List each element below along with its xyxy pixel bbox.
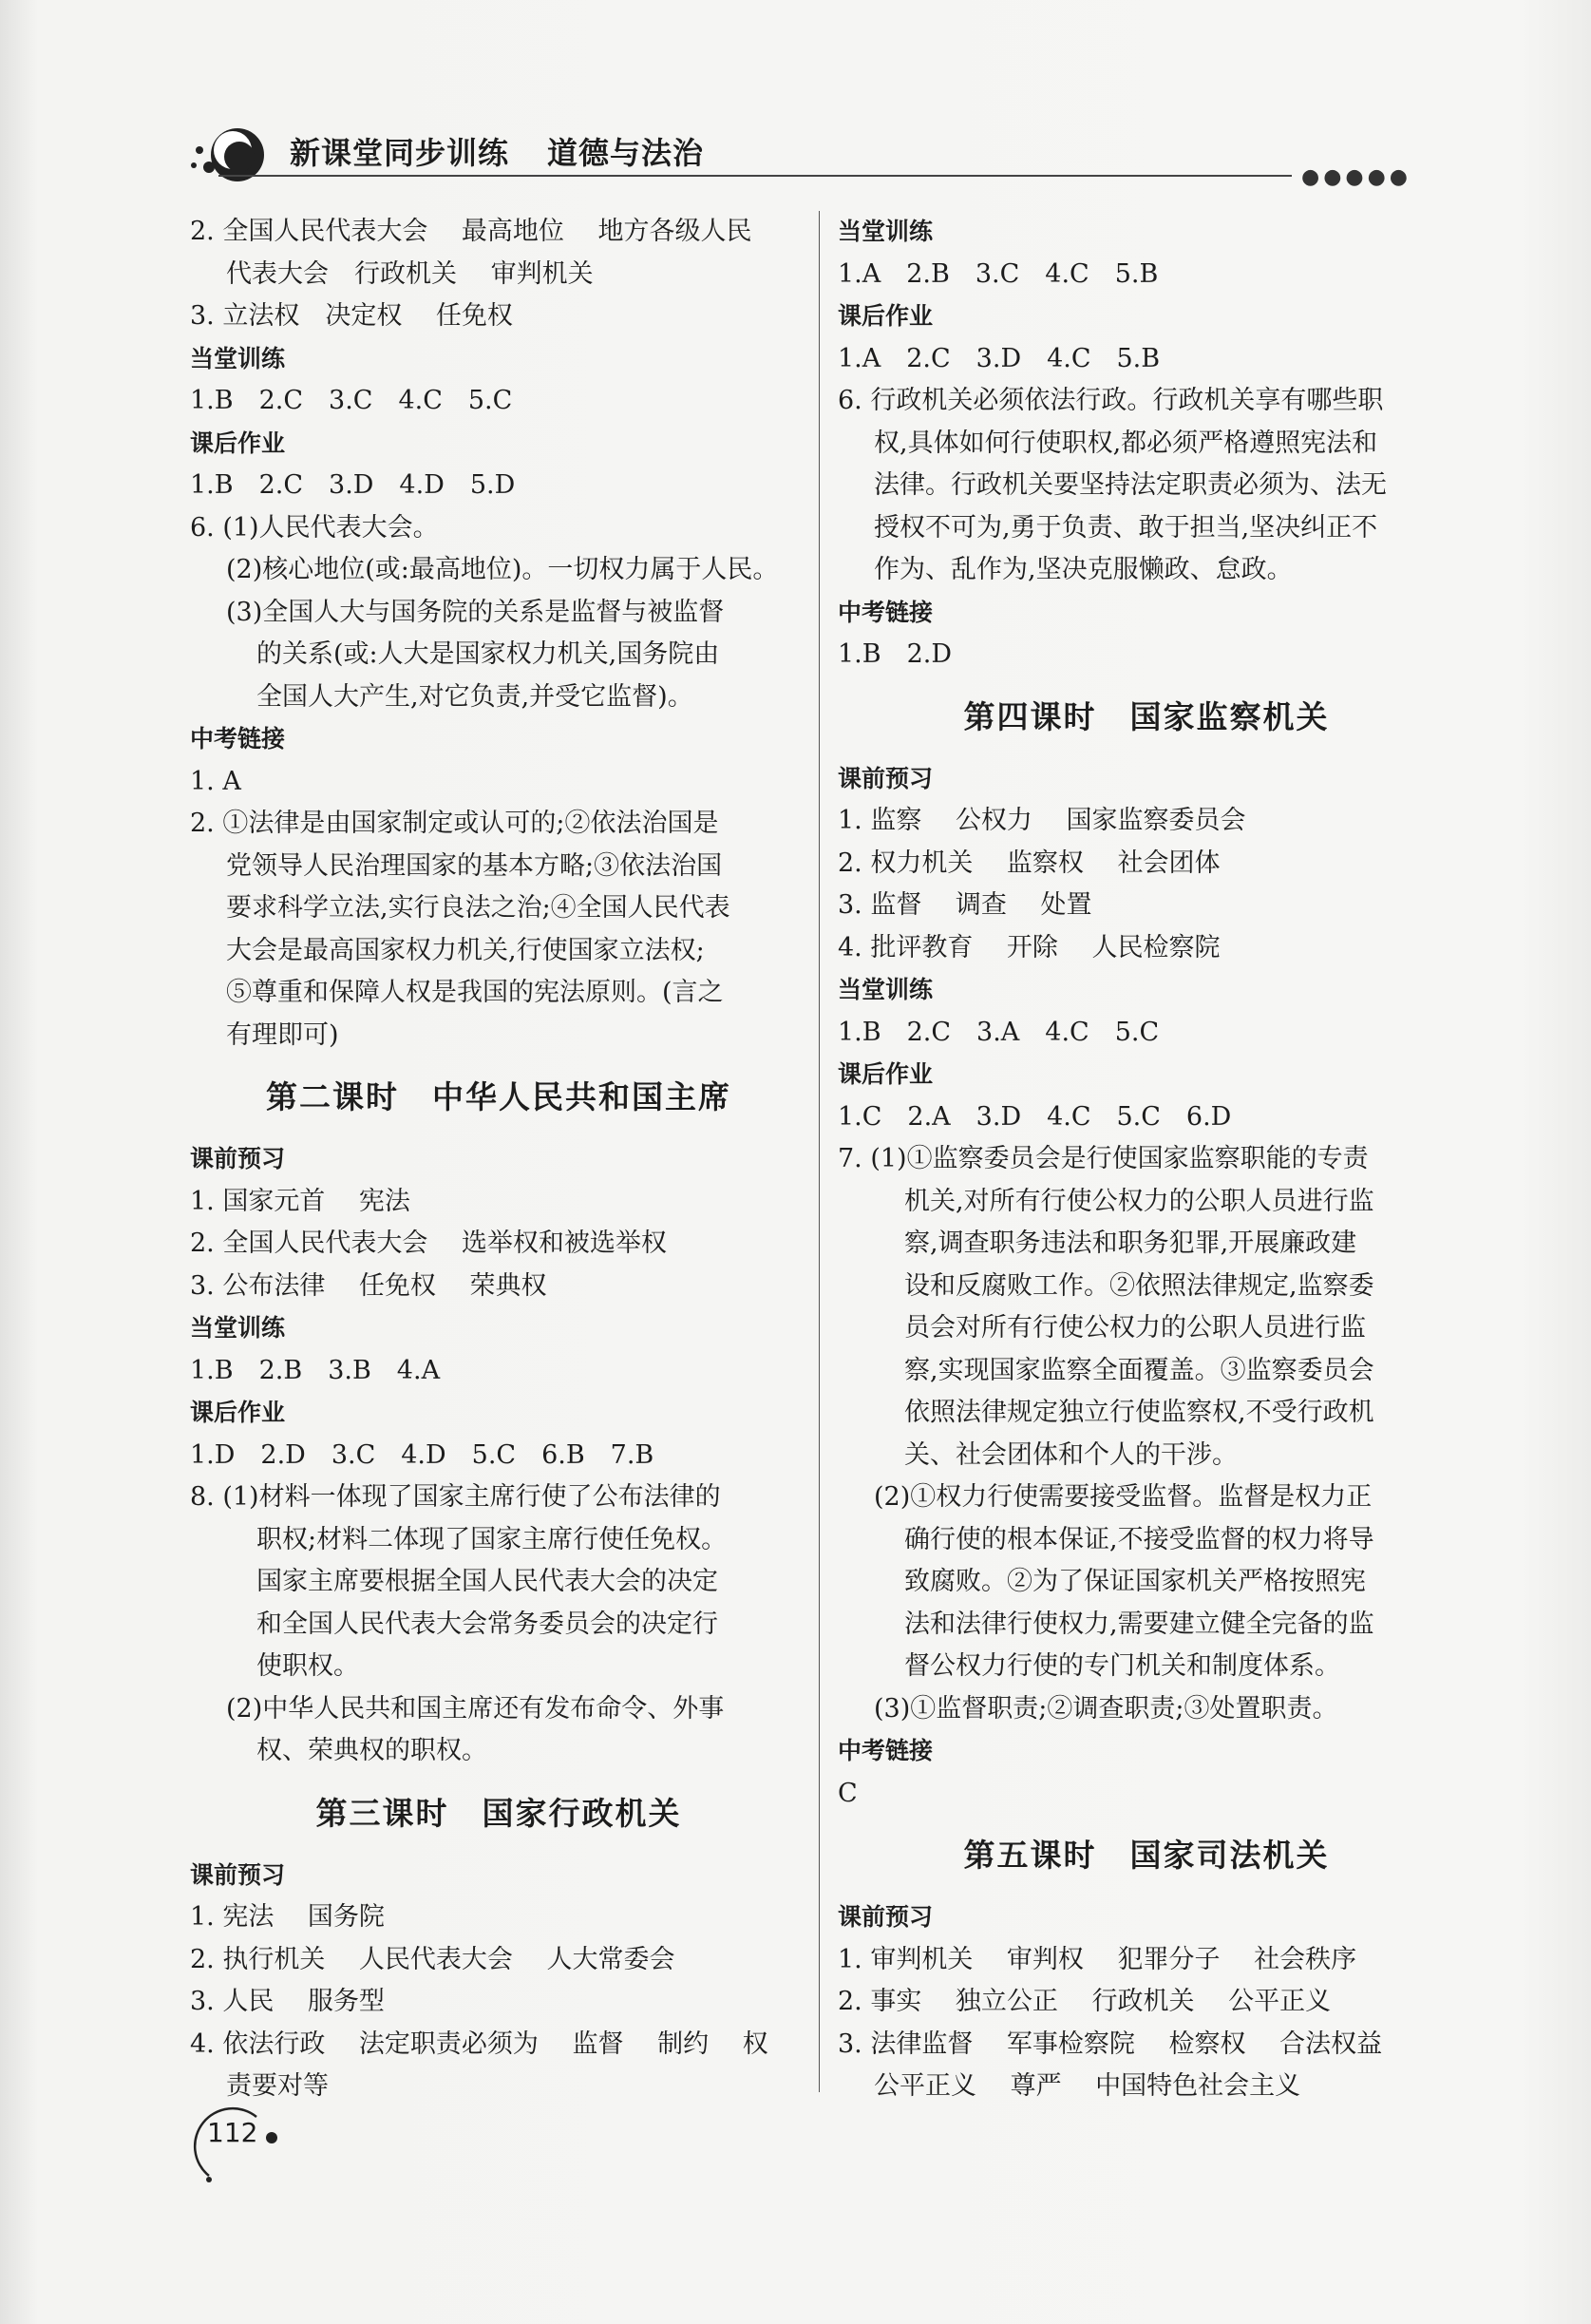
answer-line: 1.B 2.C 3.A 4.C 5.C [838, 1017, 1160, 1047]
answer-line: (3)①监督职责;②调查职责;③处置职责。 [874, 1693, 1338, 1724]
section-heading: 课前预习 [838, 1903, 934, 1931]
answer-line: 设和反腐败工作。②依照法律规定,监察委 [904, 1270, 1374, 1301]
answer-line: 关、社会团体和个人的干涉。 [904, 1439, 1238, 1470]
answer-line: C [838, 1778, 858, 1808]
section-heading: 中考链接 [190, 725, 286, 752]
answer-line: 作为、乱作为,坚决克服懒政、怠政。 [874, 555, 1293, 584]
answer-line: 责要对等 [226, 2071, 329, 2101]
answer-line: 公平正义 尊严 中国特色社会主义 [874, 2071, 1301, 2101]
section-heading: 课前预习 [190, 1145, 286, 1172]
answer-line: 1.A 2.C 3.D 4.C 5.B [838, 343, 1161, 373]
answer-line: 代表大会 行政机关 审判机关 [226, 258, 594, 289]
page-number: 112 [207, 2117, 258, 2148]
answer-line: 大会是最高国家权力机关,行使国家立法权; [226, 935, 705, 965]
section-heading: 课前预习 [838, 764, 934, 792]
answer-line: 3. 监督 调查 处置 [838, 890, 1092, 920]
answer-line: 督公权力行使的专门机关和制度体系。 [904, 1651, 1340, 1681]
answer-line: 2. 事实 独立公正 行政机关 公平正义 [838, 1987, 1332, 2016]
page-title [290, 129, 742, 173]
page-footer [180, 2100, 294, 2185]
answer-line: 法和法律行使权力,需要建立健全完备的监 [904, 1609, 1374, 1639]
answer-line: 1.B 2.B 3.B 4.A [190, 1355, 441, 1385]
answer-line: 3. 立法权 决定权 任免权 [190, 301, 513, 331]
answer-line: 察,实现国家监察全面覆盖。③监察委员会 [904, 1355, 1374, 1385]
header-dots-icon: ●●●●● [1301, 165, 1411, 189]
series-logo-icon [180, 122, 275, 188]
answer-line: 3. 法律监督 军事检察院 检察权 合法权益 [838, 2029, 1383, 2059]
lesson-title: 第四课时 国家监察机关 [963, 697, 1330, 735]
answer-line: 确行使的根本保证,不接受监督的权力将导 [904, 1524, 1374, 1554]
answer-line: 法律。行政机关要坚持法定职责必须为、法无 [874, 470, 1387, 500]
section-heading: 当堂训练 [838, 976, 934, 1003]
answer-line: 员会对所有行使公权力的公职人员进行监 [904, 1313, 1366, 1343]
section-heading: 课后作业 [838, 1060, 934, 1088]
answer-line: 4. 批评教育 开除 人民检察院 [838, 932, 1221, 962]
answer-line: 权,具体如何行使职权,都必须严格遵照宪法和 [874, 428, 1378, 458]
right-column [838, 211, 1455, 2108]
answer-line: 3. 公布法律 任免权 荣典权 [190, 1270, 547, 1301]
answer-line: 全国人大产生,对它负责,并受它监督)。 [256, 681, 693, 712]
answer-line: 使职权。 [256, 1651, 359, 1681]
answer-line: 2. 全国人民代表大会 选举权和被选举权 [190, 1229, 667, 1258]
answer-line: (3)全国人大与国务院的关系是监督与被监督 [226, 597, 725, 627]
section-heading: 课前预习 [190, 1860, 286, 1889]
lesson-title: 第二课时 中华人民共和国主席 [266, 1078, 731, 1115]
answer-line: 依照法律规定独立行使监察权,不受行政机 [904, 1398, 1374, 1427]
answer-line: 1.B 2.C 3.C 4.C 5.C [190, 386, 513, 415]
answer-line: 权、荣典权的职权。 [256, 1736, 487, 1765]
section-heading: 课后作业 [190, 429, 286, 457]
answer-line: 6. 行政机关必须依法行政。行政机关享有哪些职 [838, 386, 1384, 415]
answer-line: (2)核心地位(或:最高地位)。一切权力属于人民。 [226, 555, 779, 584]
answer-line: 国家主席要根据全国人民代表大会的决定 [256, 1567, 718, 1596]
answer-line: 致腐败。②为了保证国家机关严格按照宪 [904, 1567, 1366, 1596]
answer-line: 6. (1)人民代表大会。 [190, 512, 439, 543]
answer-line: 的关系(或:人大是国家权力机关,国务院由 [256, 639, 720, 669]
answer-line: (2)①权力行使需要接受监督。监督是权力正 [874, 1482, 1373, 1512]
lesson-title: 第三课时 国家行政机关 [315, 1794, 682, 1832]
answer-line: 授权不可为,勇于负责、敢于担当,坚决纠正不 [874, 512, 1378, 543]
answer-line: 1. 审判机关 审判权 犯罪分子 社会秩序 [838, 1944, 1357, 1974]
answer-line: 1. 国家元首 宪法 [190, 1186, 410, 1216]
page-header [180, 112, 1453, 217]
answer-line: 要求科学立法,实行良法之治;④全国人民代表 [226, 893, 730, 923]
answer-line: 职权;材料二体现了国家主席行使任免权。 [256, 1524, 728, 1554]
answer-line: 2. ①法律是由国家制定或认可的;②依法治国是 [190, 809, 719, 838]
answer-line: 1.D 2.D 3.C 4.D 5.C 6.B 7.B [190, 1439, 654, 1470]
series-name: 新课堂同步训练 [290, 135, 510, 171]
answer-line: 7. (1)①监察委员会是行使国家监察职能的专责 [838, 1144, 1369, 1173]
answer-line: 2. 执行机关 人民代表大会 人大常委会 [190, 1944, 675, 1974]
answer-line: 8. (1)材料一体现了国家主席行使了公布法律的 [190, 1482, 721, 1512]
answer-line: 1.B 2.D [838, 639, 953, 669]
subject-name: 道德与法治 [547, 135, 705, 171]
section-heading: 当堂训练 [838, 218, 934, 245]
answer-line: 和全国人民代表大会常务委员会的决定行 [256, 1609, 718, 1639]
section-heading: 中考链接 [838, 1737, 934, 1764]
answer-line: 2. 全国人民代表大会 最高地位 地方各级人民 [190, 217, 752, 246]
answer-line: 1.C 2.A 3.D 4.C 5.C 6.D [838, 1101, 1232, 1132]
section-heading: 当堂训练 [190, 1314, 286, 1342]
answer-line: 1. 监察 公权力 国家监察委员会 [838, 806, 1246, 835]
answer-line: 3. 人民 服务型 [190, 1987, 385, 2016]
answer-line: 1.A 2.B 3.C 4.C 5.B [838, 258, 1159, 289]
answer-line: (2)中华人民共和国主席还有发布命令、外事 [226, 1693, 725, 1724]
answer-line: ⑤尊重和保障人权是我国的宪法原则。(言之 [226, 978, 724, 1007]
column-divider [819, 211, 820, 2092]
lesson-title: 第五课时 国家司法机关 [963, 1837, 1330, 1874]
section-heading: 当堂训练 [190, 344, 286, 372]
answer-line: 有理即可) [226, 1019, 339, 1050]
section-heading: 中考链接 [838, 598, 934, 626]
section-heading: 课后作业 [838, 302, 934, 330]
answer-line: 1. 宪法 国务院 [190, 1902, 385, 1932]
section-heading: 课后作业 [190, 1399, 286, 1426]
answer-line: 机关,对所有行使公权力的公职人员进行监 [904, 1186, 1374, 1216]
header-rule [218, 175, 1292, 177]
answer-line: 4. 依法行政 法定职责必须为 监督 制约 权 [190, 2029, 768, 2059]
answer-line: 察,调查职务违法和职务犯罪,开展廉政建 [904, 1229, 1357, 1258]
answer-line: 1.B 2.C 3.D 4.D 5.D [190, 470, 516, 500]
answer-line: 1. A [190, 766, 241, 796]
answer-line: 党领导人民治理国家的基本方略;③依法治国 [226, 850, 723, 881]
left-column [190, 211, 807, 2108]
answer-line: 2. 权力机关 监察权 社会团体 [838, 848, 1221, 878]
